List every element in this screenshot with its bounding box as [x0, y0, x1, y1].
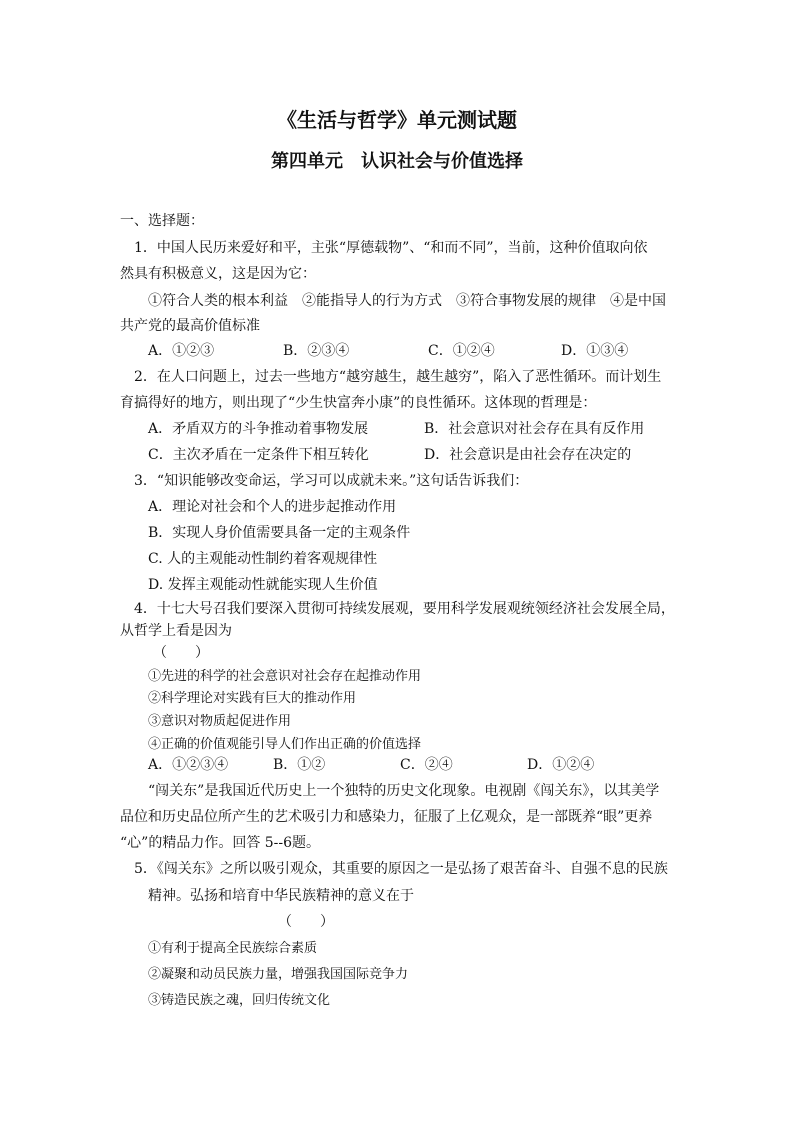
q4-item-4: ④正确的价值观能引导人们作出正确的价值选择 — [148, 737, 422, 752]
q4-option-c: C．②④ — [400, 757, 453, 773]
q3-option-c: C. 人的主观能动性制约着客观规律性 — [148, 551, 378, 567]
q4-item-1: ①先进的科学的社会意识对社会存在起推动作用 — [148, 669, 422, 684]
passage-line3: “心”的精品力作。回答 5--6题。 — [120, 835, 321, 851]
q4-option-a: A．①②③④ — [148, 757, 229, 773]
q1-stem-line2: 然具有积极意义，这是因为它： — [120, 266, 316, 282]
q3-option-b: B．实现人身价值需要具备一定的主观条件 — [148, 525, 411, 541]
q3-stem-line1: 3．“知识能够改变命运，学习可以成就未来。”这句话告诉我们： — [134, 473, 529, 489]
passage-line2: 品位和历史品位所产生的艺术吸引力和感染力，征服了上亿观众，是一部既养“眼”更养 — [120, 809, 653, 825]
q5-item-2: ②凝聚和动员民族力量，增强我国国际竞争力 — [148, 967, 409, 982]
q2-option-b: B．社会意识对社会存在具有反作用 — [424, 421, 645, 437]
q4-answer-paren: （ ） — [153, 645, 209, 661]
q4-option-b: B．①② — [273, 757, 326, 773]
section-heading: 一、选择题： — [120, 213, 204, 229]
q4-stem-line2: 从哲学上看是因为 — [120, 623, 232, 639]
q1-stem-line1: 1．中国人民历来爱好和平，主张“厚德载物”、“和而不同”，当前，这种价值取向依 — [134, 240, 648, 256]
q2-stem-line1: 2．在人口问题上，过去一些地方“越穷越生，越生越穷”，陷入了恶性循环。而计划生 — [134, 369, 662, 385]
q4-stem-line1: 4．十七大号召我们要深入贯彻可持续发展观，要用科学发展观统领经济社会发展全局， — [134, 601, 675, 617]
q2-option-d: D．社会意识是由社会存在决定的 — [424, 447, 632, 463]
q2-option-a: A．矛盾双方的斗争推动着事物发展 — [148, 421, 369, 437]
q5-item-3: ③铸造民族之魂，回归传统文化 — [148, 993, 331, 1008]
q1-option-d: D．①③④ — [561, 343, 629, 359]
q1-items-line2: 共产党的最高价值标准 — [120, 318, 260, 334]
q1-items-line1: ①符合人类的根本利益 ②能指导人的行为方式 ③符合事物发展的规律 ④是中国 — [148, 293, 666, 309]
page-title: 《生活与哲学》单元测试题 — [277, 108, 517, 132]
q5-stem-line2: 精神。弘扬和培育中华民族精神的意义在于 — [148, 888, 414, 904]
q4-item-2: ②科学理论对实践有巨大的推动作用 — [148, 691, 357, 706]
q1-option-c: C．①②④ — [428, 343, 495, 359]
q5-stem-line1: 5．《闯关东》之所以吸引观众，其重要的原因之一是弘扬了艰苦奋斗、自强不息的民族 — [134, 861, 668, 877]
passage-line1: “闯关东”是我国近代历史上一个独特的历史文化现象。电视剧《闯关东》，以其美学 — [148, 783, 660, 799]
q5-item-1: ①有利于提高全民族综合素质 — [148, 941, 318, 956]
page-subtitle: 第四单元 认识社会与价值选择 — [271, 151, 523, 172]
q2-stem-line2: 育搞得好的地方，则出现了“少生快富奔小康”的良性循环。这体现的哲理是： — [120, 395, 597, 411]
q5-answer-paren: （ ） — [278, 914, 334, 930]
q2-option-c: C．主次矛盾在一定条件下相互转化 — [148, 447, 369, 463]
q4-option-d: D．①②④ — [527, 757, 595, 773]
q1-option-a: A．①②③ — [148, 343, 215, 359]
q1-option-b: B．②③④ — [283, 343, 350, 359]
q3-option-a: A．理论对社会和个人的进步起推动作用 — [148, 499, 397, 515]
q3-option-d: D. 发挥主观能动性就能实现人生价值 — [148, 577, 378, 593]
q4-item-3: ③意识对物质起促进作用 — [148, 714, 292, 729]
